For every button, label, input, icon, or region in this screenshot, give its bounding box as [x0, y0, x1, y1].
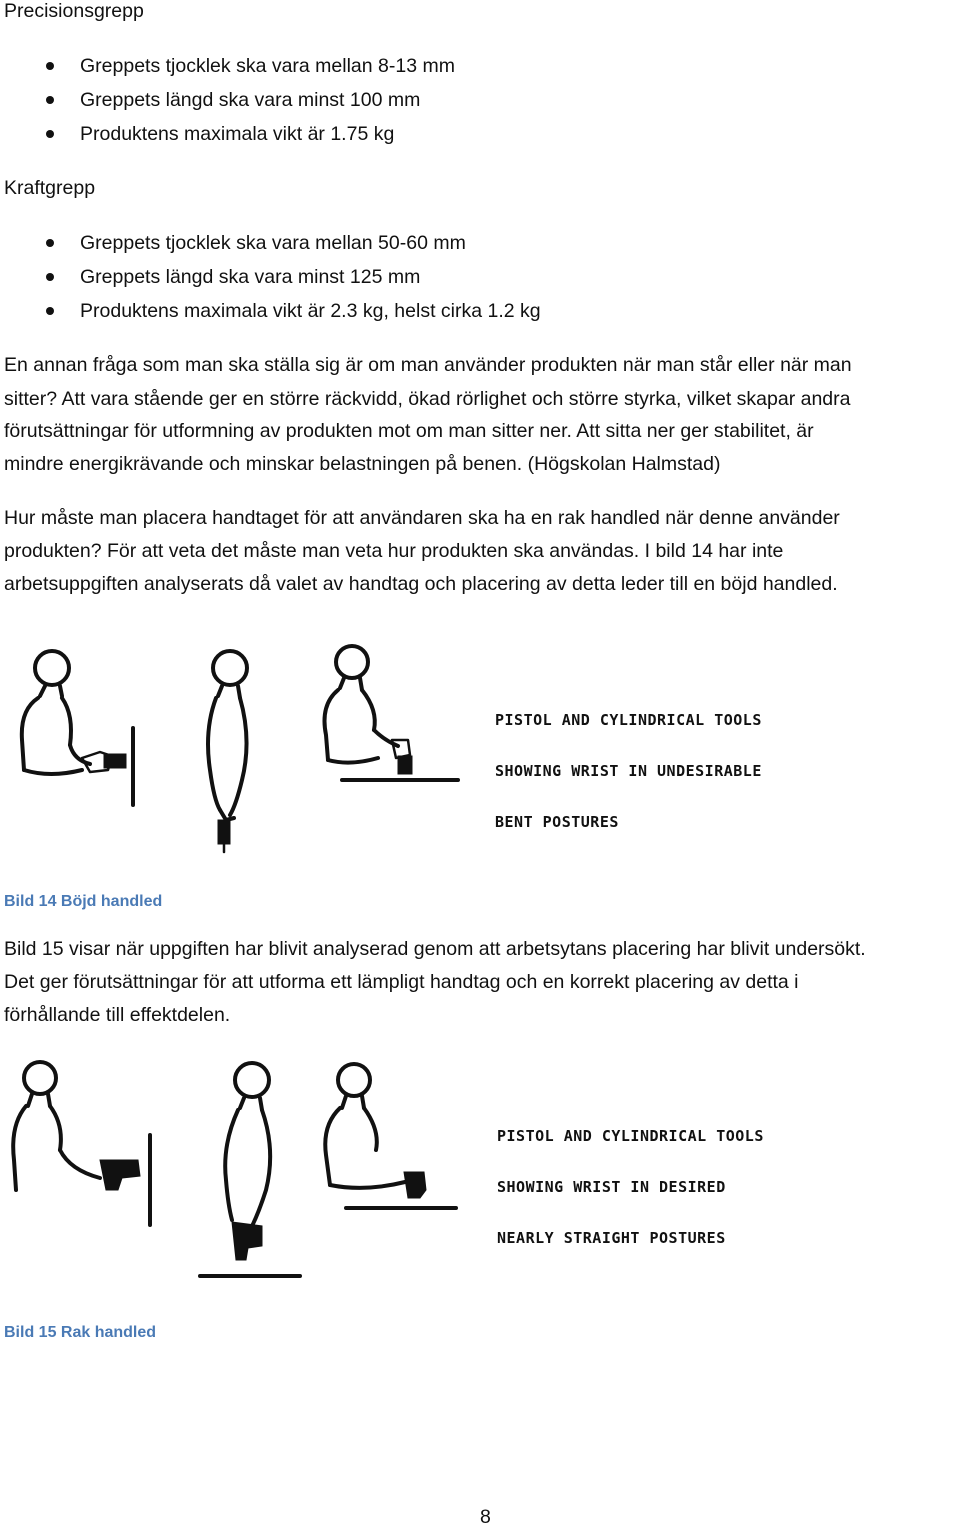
paragraph2-line: arbetsuppgiften analyserats då valet av handtag och placering av detta leder till en böjd handled. [4, 573, 838, 595]
bullet-icon [46, 96, 54, 104]
paragraph2-line: Hur måste man placera handtaget för att användaren ska ha en rak handled när denne använder [4, 507, 840, 529]
figure-a-pistol-drill [13, 1062, 150, 1225]
figure-c-bench-drill [325, 646, 459, 780]
figure-c-inline-drill [325, 1064, 456, 1208]
figure15-caption: Bild 15 Rak handled [4, 1324, 157, 1341]
figure-15 [0, 1050, 960, 1300]
paragraph1-line: förutsättningar för utformning av produkten mot om man sitter ner. Att sitta ner ger stabilitet, är [4, 420, 814, 442]
power-bullet-1: Greppets tjocklek ska vara mellan 50-60 mm [80, 232, 466, 254]
paragraph2-line: produkten? För att veta det måste man veta hur produkten ska användas. I bild 14 har inte [4, 540, 784, 562]
power-bullet-3: Produktens maximala vikt är 2.3 kg, helst cirka 1.2 kg [80, 300, 541, 322]
figure14-label-line: SHOWING WRIST IN UNDESIRABLE [495, 762, 762, 780]
paragraph3-line: Det ger förutsättningar för att utforma ett lämpligt handtag och en korrekt placering av detta i [4, 971, 799, 993]
paragraph1-line: sitter? Att vara stående ger en större räckvidd, ökad rörlighet och större styrka, vilket skapar andra [4, 388, 851, 410]
figure14-label [495, 678, 762, 865]
bullet-icon [46, 273, 54, 281]
figure15-label-line: NEARLY STRAIGHT POSTURES [497, 1229, 726, 1247]
precision-bullet-3: Produktens maximala vikt är 1.75 kg [80, 123, 395, 145]
figure15-label-line: PISTOL AND CYLINDRICAL TOOLS [497, 1127, 764, 1145]
precision-bullet-2: Greppets längd ska vara minst 100 mm [80, 89, 421, 111]
bullet-icon [46, 130, 54, 138]
paragraph1-line: mindre energikrävande och minskar belastningen på benen. (Högskolan Halmstad) [4, 453, 721, 475]
precision-heading: Precisionsgrepp [4, 0, 144, 22]
figure-14 [0, 620, 960, 870]
straight-wrist-illustration [0, 1050, 470, 1300]
paragraph1-line: En annan fråga som man ska ställa sig är om man använder produkten när man står eller när man [4, 354, 852, 376]
figure-b-standing-drill-down [208, 651, 247, 852]
bullet-icon [46, 239, 54, 247]
power-heading: Kraftgrepp [4, 177, 96, 199]
figure-b-arm-down-pistol [200, 1063, 300, 1276]
precision-bullet-1: Greppets tjocklek ska vara mellan 8-13 mm [80, 55, 455, 77]
bullet-icon [46, 62, 54, 70]
figure14-label-line: BENT POSTURES [495, 813, 619, 831]
paragraph3-line: förhållande till effektdelen. [4, 1004, 231, 1026]
bent-wrist-illustration [0, 620, 470, 870]
power-bullet-2: Greppets längd ska vara minst 125 mm [80, 266, 421, 288]
bullet-icon [46, 307, 54, 315]
figure15-label-line: SHOWING WRIST IN DESIRED [497, 1178, 726, 1196]
page-number: 8 [480, 1506, 491, 1528]
figure-a-wall-drill [22, 651, 133, 805]
paragraph3-line: Bild 15 visar när uppgiften har blivit analyserad genom att arbetsytans placering har blivit undersökt. [4, 938, 866, 960]
figure14-label-line: PISTOL AND CYLINDRICAL TOOLS [495, 711, 762, 729]
figure15-label [497, 1094, 764, 1281]
figure14-caption: Bild 14 Böjd handled [4, 893, 163, 910]
